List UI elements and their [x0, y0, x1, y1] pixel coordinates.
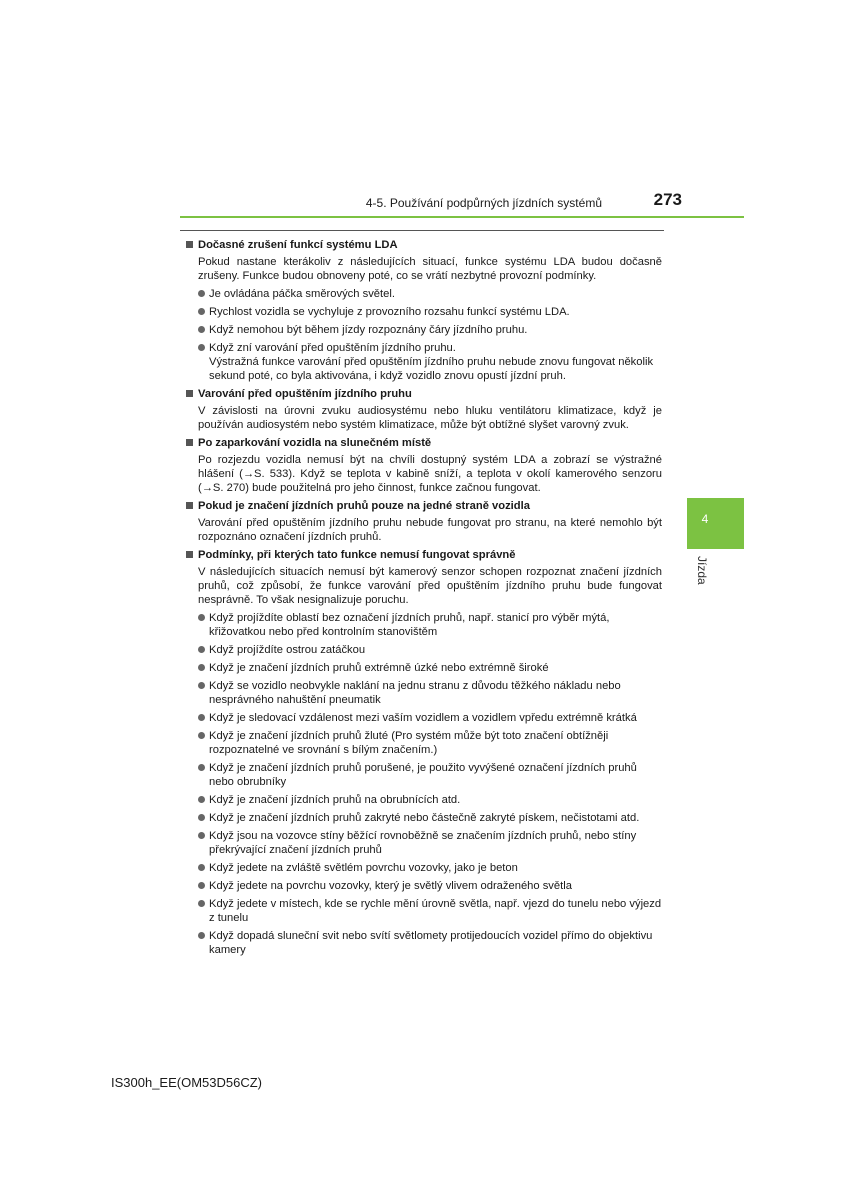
list-item: Když nemohou být během jízdy rozpoznány čáry jízdního pruhu.: [198, 323, 662, 337]
section-heading: Pokud je značení jízdních pruhů pouze na jedné straně vozidla: [186, 499, 662, 513]
page-header: [180, 190, 744, 218]
bullet-list: [186, 287, 662, 383]
bullet-dot-icon: [198, 290, 205, 297]
square-bullet-icon: [186, 390, 193, 397]
section-lane-departure-warning: [186, 387, 662, 432]
bullet-dot-icon: [198, 664, 205, 671]
chapter-tab-label: Jízda: [695, 556, 709, 585]
bullet-dot-icon: [198, 882, 205, 889]
chapter-title: 4-5. Používání podpůrných jízdních systémů: [365, 196, 602, 210]
chapter-tab: [687, 498, 744, 549]
bullet-dot-icon: [198, 308, 205, 315]
section-paragraph: Po rozjezdu vozidla nemusí být na chvíli dostupný systém LDA a zobrazí se výstražné hlášení (→S. 533). Když se teplota v kabině sníží, a teplota v okolí kamerového senzoru (→S. 270) bude použitelná pro jeho činnost, funkce začnou fungovat.: [198, 454, 662, 494]
list-item: Když jedete na zvláště světlém povrchu vozovky, jako je beton: [198, 861, 662, 875]
section-heading: Varování před opuštěním jízdního pruhu: [186, 387, 662, 401]
bullet-list: [186, 611, 662, 957]
bullet-dot-icon: [198, 326, 205, 333]
list-item: Je ovládána páčka směrových světel.: [198, 287, 662, 301]
list-item: Když jsou na vozovce stíny běžící rovnoběžně se značením jízdních pruhů, nebo stíny překrývající značení jízdních pruhů: [198, 829, 662, 857]
list-item: Když je značení jízdních pruhů žluté (Pro systém může být toto značení obtížněji rozpoznatelné ve srovnání s bílým značením.): [198, 729, 662, 757]
document-code: IS300h_EE(OM53D56CZ): [111, 1075, 263, 1090]
square-bullet-icon: [186, 551, 193, 558]
list-item: Když jedete na povrchu vozovky, který je světlý vlivem odraženého světla: [198, 879, 662, 893]
list-item: Když je značení jízdních pruhů na obrubnících atd.: [198, 793, 662, 807]
list-item: Když jedete v místech, kde se rychle mění úrovně světla, např. vjezd do tunelu nebo výjezd z tunelu: [198, 897, 662, 925]
bullet-dot-icon: [198, 796, 205, 803]
section-paragraph: Varování před opuštěním jízdního pruhu nebude fungovat pro stranu, na které nemohlo být rozpoznáno označení jízdních pruhů.: [198, 517, 662, 543]
section-paragraph: V následujících situacích nemusí být kamerový senzor schopen rozpoznat značení jízdních pruhů, což způsobí, že funkce varování před opuštěním jízdního pruhu bude fungovat nesprávně. To však nesignalizuje poruchu.: [198, 566, 662, 606]
list-item: Když je značení jízdních pruhů porušené, je použito vyvýšené označení jízdních pruhů nebo obrubníky: [198, 761, 662, 789]
section-paragraph: V závislosti na úrovni zvuku audiosystému nebo hluku ventilátoru klimatizace, když je používán audiosystém nebo systém klimatizace, může být obtížné slyšet varovný zvuk.: [198, 405, 662, 431]
list-item: Když je značení jízdních pruhů extrémně úzké nebo extrémně široké: [198, 661, 662, 675]
bullet-dot-icon: [198, 344, 205, 351]
bullet-dot-icon: [198, 614, 205, 621]
page-number: 273: [653, 190, 682, 209]
section-paragraph: Pokud nastane kterákoliv z následujících situací, funkce systému LDA budou dočasně zrušeny. Funkce budou obnoveny poté, co se vrátí nezbytné provozní podmínky.: [198, 256, 662, 282]
chapter-tab-number: 4: [701, 512, 709, 526]
square-bullet-icon: [186, 439, 193, 446]
list-item: Když je značení jízdních pruhů zakryté nebo částečně zakryté pískem, nečistotami atd.: [198, 811, 662, 825]
bullet-dot-icon: [198, 764, 205, 771]
square-bullet-icon: [186, 502, 193, 509]
bullet-note: Výstražná funkce varování před opuštěním jízdního pruhu nebude znovu fungovat několik sekund poté, co byla aktivována, i když vozidlo znovu opustí jízdní pruh.: [209, 356, 654, 382]
list-item: Když zní varování před opuštěním jízdního pruhu. Výstražná funkce varování před opuštěním jízdního pruhu nebude znovu fungovat několik sekund poté, co byla aktivována, i když vozidlo znovu opustí jízdní pruh.: [198, 341, 662, 383]
main-content: [186, 238, 662, 961]
bullet-dot-icon: [198, 682, 205, 689]
section-parked-in-sun: [186, 436, 662, 495]
bullet-dot-icon: [198, 714, 205, 721]
bullet-dot-icon: [198, 814, 205, 821]
square-bullet-icon: [186, 241, 193, 248]
bullet-dot-icon: [198, 864, 205, 871]
list-item: Když projíždíte ostrou zatáčkou: [198, 643, 662, 657]
list-item: Když se vozidlo neobvykle naklání na jednu stranu z důvodu těžkého nákladu nebo nesprávného nahuštění pneumatik: [198, 679, 662, 707]
section-heading: Podmínky, při kterých tato funkce nemusí fungovat správně: [186, 548, 662, 562]
list-item: Když projíždíte oblastí bez označení jízdních pruhů, např. stanicí pro výběr mýtá, křižovatkou nebo před kontrolním stanovištěm: [198, 611, 662, 639]
list-item: Když je sledovací vzdálenost mezi vaším vozidlem a vozidlem vpředu extrémně krátká: [198, 711, 662, 725]
section-one-side-marking: [186, 499, 662, 544]
bullet-dot-icon: [198, 932, 205, 939]
section-lda-temporary-cancel: [186, 238, 662, 383]
bullet-dot-icon: [198, 900, 205, 907]
section-malfunction-conditions: [186, 548, 662, 957]
section-heading: Dočasné zrušení funkcí systému LDA: [186, 238, 662, 252]
section-heading: Po zaparkování vozidla na slunečném místě: [186, 436, 662, 450]
list-item: Rychlost vozidla se vychyluje z provozního rozsahu funkcí systému LDA.: [198, 305, 662, 319]
bullet-dot-icon: [198, 832, 205, 839]
list-item: Když dopadá sluneční svit nebo svítí světlomety protijedoucích vozidel přímo do objektivu kamery: [198, 929, 662, 957]
bullet-dot-icon: [198, 732, 205, 739]
bullet-dot-icon: [198, 646, 205, 653]
content-divider: [180, 230, 664, 231]
header-rule: [180, 216, 744, 218]
